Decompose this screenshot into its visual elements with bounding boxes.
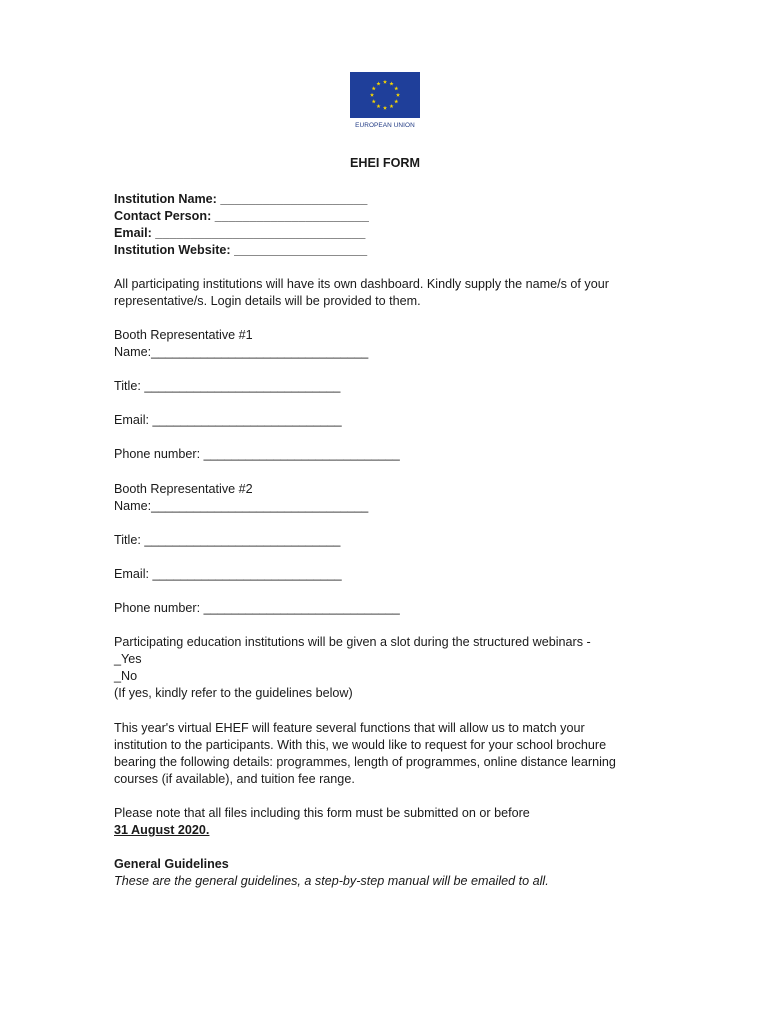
- eu-logo: [350, 72, 420, 129]
- deadline-date: 31 August 2020.: [114, 823, 210, 837]
- email-field: Email: ______________________________: [114, 226, 366, 240]
- rep2-phone-field: Phone number: ____________________________: [114, 601, 400, 615]
- form-title: EHEI FORM: [350, 156, 420, 170]
- institution-website-field: Institution Website: ___________________: [114, 243, 368, 257]
- webinar-note: (If yes, kindly refer to the guidelines below): [114, 686, 353, 700]
- rep2-title-field: Title: ____________________________: [114, 533, 341, 547]
- rep1-name-field: Name:_______________________________: [114, 345, 369, 359]
- logo-caption: EUROPEAN UNION: [355, 122, 415, 129]
- brochure-line-4: courses (if available), and tuition fee range.: [114, 772, 355, 786]
- webinar-yes-option: _Yes: [114, 652, 142, 666]
- brochure-line-1: This year's virtual EHEF will feature several functions that will allow us to match your: [114, 721, 585, 735]
- rep2-heading: Booth Representative #2: [114, 482, 253, 496]
- guidelines-text: These are the general guidelines, a step-by-step manual will be emailed to all.: [114, 874, 549, 888]
- deadline-text: Please note that all files including this form must be submitted on or before: [114, 806, 530, 820]
- rep2-name-field: Name:_______________________________: [114, 499, 369, 513]
- institution-name-field: Institution Name: _____________________: [114, 192, 368, 206]
- intro-line-1: All participating institutions will have its own dashboard. Kindly supply the name/s of your: [114, 277, 609, 291]
- rep2-email-field: Email: ___________________________: [114, 567, 342, 581]
- contact-person-field: Contact Person: ______________________: [114, 209, 369, 223]
- brochure-line-2: institution to the participants. With this, we would like to request for your school brochure: [114, 738, 607, 752]
- rep1-heading: Booth Representative #1: [114, 328, 253, 342]
- intro-line-2: representative/s. Login details will be provided to them.: [114, 294, 421, 308]
- rep1-email-field: Email: ___________________________: [114, 413, 342, 427]
- rep1-phone-field: Phone number: ____________________________: [114, 447, 400, 461]
- rep1-title-field: Title: ____________________________: [114, 379, 341, 393]
- eu-flag-icon: [350, 72, 420, 118]
- brochure-line-3: bearing the following details: programmes, length of programmes, online distance learning: [114, 755, 616, 769]
- webinar-no-option: _No: [114, 669, 138, 683]
- guidelines-heading: General Guidelines: [114, 857, 229, 871]
- webinar-question: Participating education institutions will be given a slot during the structured webinars -: [114, 635, 591, 649]
